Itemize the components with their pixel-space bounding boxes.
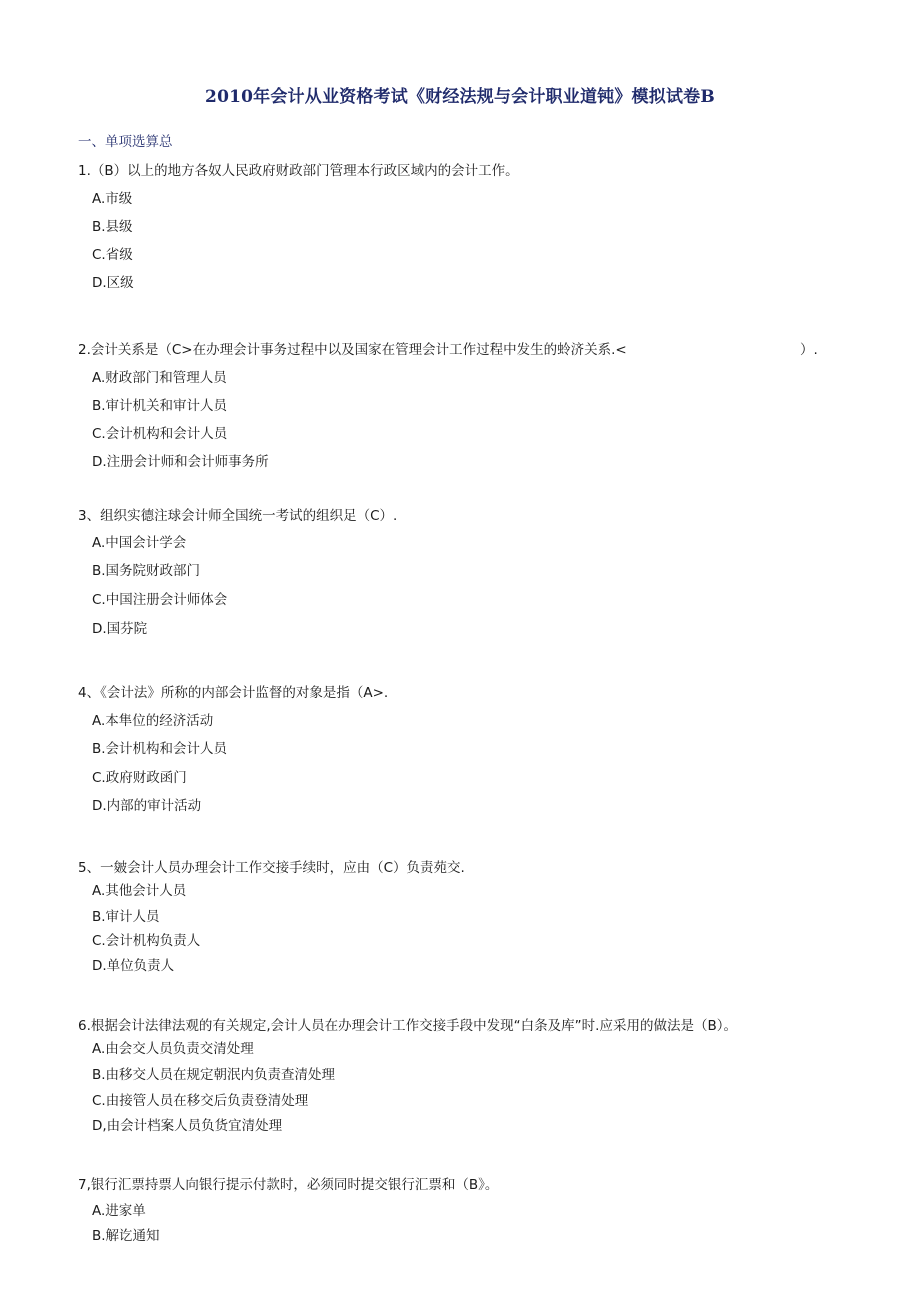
question-5-option-c: C.会计机构负责人 <box>92 933 201 949</box>
question-1-option-a: A.市级 <box>92 191 133 207</box>
question-6-option-c: C.由接管人员在移交后负责登清处理 <box>92 1093 309 1109</box>
section-heading: 一、单项选算总 <box>78 134 173 150</box>
question-1-option-b: B.县级 <box>92 219 133 235</box>
question-2-option-d: D.注册会计师和会计师事务所 <box>92 454 269 470</box>
question-5-option-d: D.单位负责人 <box>92 958 175 974</box>
question-3-option-a: A.中国会计学会 <box>92 535 187 551</box>
question-5-option-b: B.审计人员 <box>92 909 160 925</box>
question-2-option-c: C.会计机构和会计人员 <box>92 426 228 442</box>
question-6-option-d: D,由会计档案人员负货宜清处理 <box>92 1118 283 1134</box>
question-7-option-b: B.解讫通知 <box>92 1228 160 1244</box>
question-5-option-a: A.其他会计人员 <box>92 883 187 899</box>
question-3-option-c: C.中国注册会计师体会 <box>92 592 228 608</box>
question-5-stem: 5、一皴会计人员办理会计工作交接手续时，应由（C）负责苑交. <box>78 860 465 876</box>
question-2-option-a: A.财政部门和管理人员 <box>92 370 227 386</box>
question-6-stem: 6.根据会计法律法观的有关规定,会计人员在办理会计工作交接手段中发现“白条及库”时.应采用的做法是（B）。 <box>78 1018 737 1034</box>
question-2-option-b: B.审计机关和审计人员 <box>92 398 228 414</box>
question-7-option-a: A.进家单 <box>92 1203 146 1219</box>
question-7-stem: 7,银行汇票持票人向银行提示付款时，必须同时提交银行汇票和（B》。 <box>78 1177 499 1193</box>
document-title: 2010年会计从业资格考试《财经法规与会计职业道钝》模拟试卷B <box>205 87 715 107</box>
question-1-option-c: C.省级 <box>92 247 133 263</box>
question-4-stem: 4、《会计法》所称的内部会计监督的对象是指（A>. <box>78 685 389 701</box>
question-3-option-d: D.国芬院 <box>92 621 148 637</box>
question-6-option-a: A.由会交人员负责交清处理 <box>92 1041 254 1057</box>
question-6-option-b: B.由移交人员在规定朝泯内负责查清处理 <box>92 1067 336 1083</box>
question-4-option-d: D.内部的审计活动 <box>92 798 202 814</box>
question-4-option-c: C.政府财政函门 <box>92 770 187 786</box>
question-3-stem: 3、组织实德注球会计师全国统一考试的组织足（C）. <box>78 508 398 524</box>
question-2-stem: 2.会计关系是（C>在办理会计事务过程中以及国家在管理会计工作过程中发生的蛉济关系.< <box>78 342 627 358</box>
question-2-stem-end: ）. <box>800 342 818 358</box>
question-1-option-d: D.区级 <box>92 275 134 291</box>
question-1-stem: 1.（B）以上的地方各奴人民政府财政部门管理本行政区域内的会计工作。 <box>78 163 519 179</box>
question-4-option-a: A.本隼位的经济活动 <box>92 713 214 729</box>
question-3-option-b: B.国务院财政部门 <box>92 563 201 579</box>
question-4-option-b: B.会计机构和会计人员 <box>92 741 228 757</box>
